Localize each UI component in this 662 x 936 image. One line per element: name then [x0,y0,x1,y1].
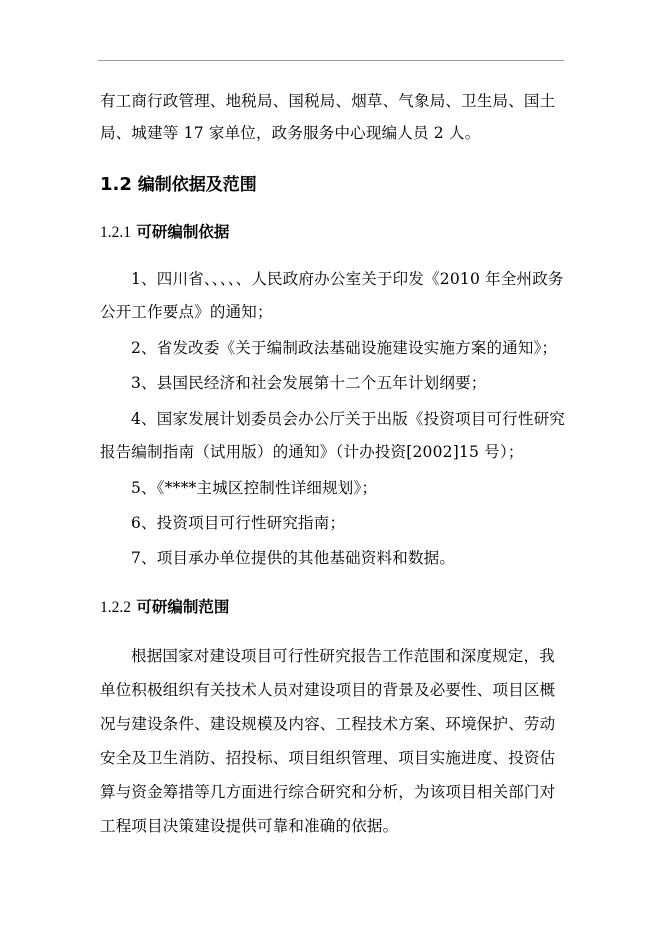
scope-paragraph-line-4: 安全及卫生消防、招投标、项目组织管理、项目实施进度、投资估 [100,749,556,767]
section-1-2-2-number: 1.2.2 [100,599,131,616]
scope-paragraph-line-6: 工程项目决策建设提供可靠和准确的依据。 [100,817,399,835]
section-1-2-number: 1.2 [100,174,132,195]
list-item-4-line-1: 4、国家发展计划委员会办公厅关于出版《投资项目可行性研究 [131,410,565,428]
list-item-2: 2、省发改委《关于编制政法基础设施建设实施方案的通知》； [131,339,558,357]
intro-line-2: 局、城建等 17 家单位，政务服务中心现编人员 2 人。 [100,124,481,142]
scope-paragraph-line-2: 单位积极组织有关技术人员对建设项目的背景及必要性、项目区概 [100,681,556,699]
section-1-2-1-heading [100,222,229,243]
list-item-3: 3、县国民经济和社会发展第十二个五年计划纲要； [131,374,487,392]
scope-paragraph-line-3: 况与建设条件、建设规模及内容、工程技术方案、环境保护、劳动 [100,715,556,733]
scope-paragraph-line-1: 根据国家对建设项目可行性研究报告工作范围和深度规定，我 [131,647,555,665]
section-1-2-1-title: 可研编制依据 [136,222,230,241]
list-item-5: 5、《****主城区控制性详细规划》； [131,479,378,497]
section-1-2-2-title: 可研编制范围 [136,597,230,616]
section-1-2-2-heading [100,597,229,618]
list-item-4-line-2: 报告编制指南（试用版）的通知》（计办投资[2002]15 号）； [100,443,524,461]
section-1-2-1-number: 1.2.1 [100,224,131,241]
list-item-1-line-2: 公开工作要点》的通知； [100,303,273,321]
section-1-2-heading [100,174,257,196]
intro-line-1: 有工商行政管理、地税局、国税局、烟草、气象局、卫生局、国土 [100,92,556,110]
list-item-1-line-1: 1、四川省、、、、、人民政府办公室关于印发《2010 年全州政务 [131,270,564,288]
scope-paragraph-line-5: 算与资金筹措等几方面进行综合研究和分析，为该项目相关部门对 [100,783,556,801]
section-1-2-title: 编制依据及范围 [137,175,257,195]
list-item-6: 6、投资项目可行性研究指南； [131,514,346,532]
list-item-7: 7、项目承办单位提供的其他基础资料和数据。 [131,549,456,567]
header-rule [98,60,564,61]
